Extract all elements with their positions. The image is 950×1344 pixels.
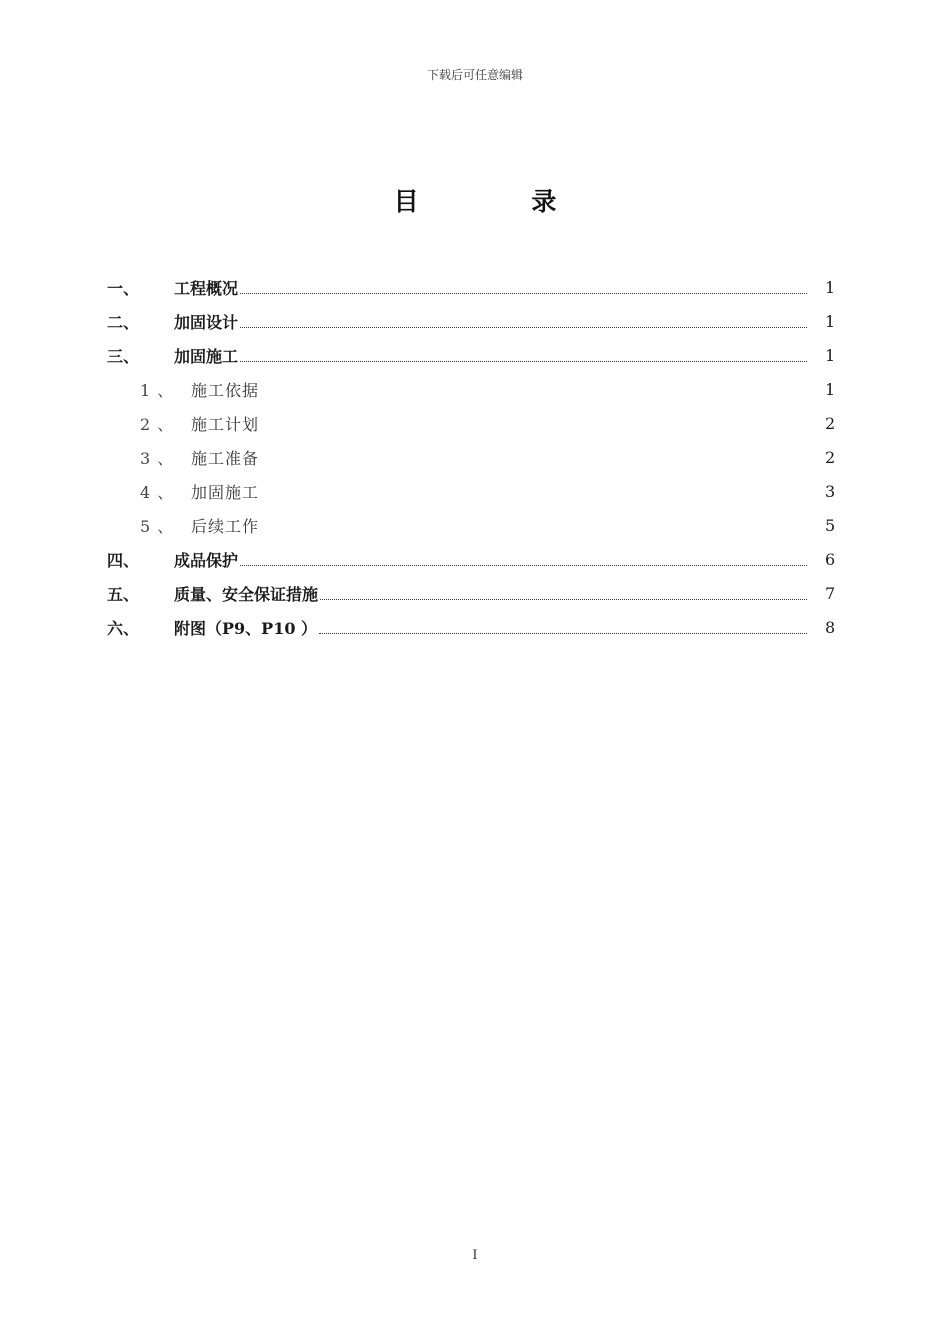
header-note: 下载后可任意编辑 [426,68,523,82]
toc-entry-page: 7 [825,583,836,603]
toc-subentry-label: 施工依据 [191,380,260,400]
toc-subentry-number: 4 、 [140,482,175,502]
toc-subentry-1[interactable] [107,372,835,406]
toc-entry-number: 三、 [107,346,140,366]
toc-entry-6[interactable] [107,610,835,644]
toc-entry-number: 一、 [107,278,140,298]
toc-entry-label: 工程概况 [174,278,239,298]
dot-leader [240,565,807,566]
toc-entry-3[interactable] [107,338,835,372]
toc-entry-page: 6 [825,549,836,569]
toc-subentry-page: 2 [825,447,836,467]
toc-subentry-page: 5 [825,515,836,535]
table-of-contents [107,270,835,644]
toc-subentry-page: 1 [825,379,836,399]
toc-subentry-page: 2 [825,413,836,433]
toc-entry-label: 附图（P9、P10 ） [174,618,318,638]
toc-subentry-4[interactable] [107,474,835,508]
dot-leader [319,633,807,634]
toc-subentry-label: 后续工作 [191,516,260,536]
toc-subentry-number: 3 、 [140,448,175,468]
toc-subentry-5[interactable] [107,508,835,542]
toc-entry-page: 1 [825,277,836,297]
toc-title: 目 录 [393,187,609,216]
toc-entry-5[interactable] [107,576,835,610]
toc-subentry-number: 2 、 [140,414,175,434]
toc-entry-number: 五、 [107,584,140,604]
toc-subentry-number: 5 、 [140,516,175,536]
toc-entry-label: 加固施工 [174,346,239,366]
toc-subentry-number: 1 、 [140,380,175,400]
toc-subentry-label: 施工准备 [191,448,260,468]
dot-leader [320,599,807,600]
toc-entry-label: 成品保护 [174,550,239,570]
toc-entry-number: 二、 [107,312,140,332]
dot-leader [240,293,807,294]
toc-subentry-label: 施工计划 [191,414,260,434]
toc-subentry-label: 加固施工 [191,482,260,502]
dot-leader [240,327,807,328]
toc-entry-1[interactable] [107,270,835,304]
toc-entry-4[interactable] [107,542,835,576]
toc-subentry-page: 3 [825,481,836,501]
page-number: I [472,1248,478,1263]
toc-entry-2[interactable] [107,304,835,338]
toc-entry-page: 1 [825,345,836,365]
toc-entry-number: 四、 [107,550,140,570]
toc-subentry-3[interactable] [107,440,835,474]
dot-leader [240,361,807,362]
toc-entry-label: 加固设计 [174,312,239,332]
toc-entry-page: 1 [825,311,836,331]
toc-entry-label: 质量、安全保证措施 [174,584,319,604]
toc-entry-page: 8 [825,617,836,637]
toc-entry-number: 六、 [107,618,140,638]
toc-subentry-2[interactable] [107,406,835,440]
